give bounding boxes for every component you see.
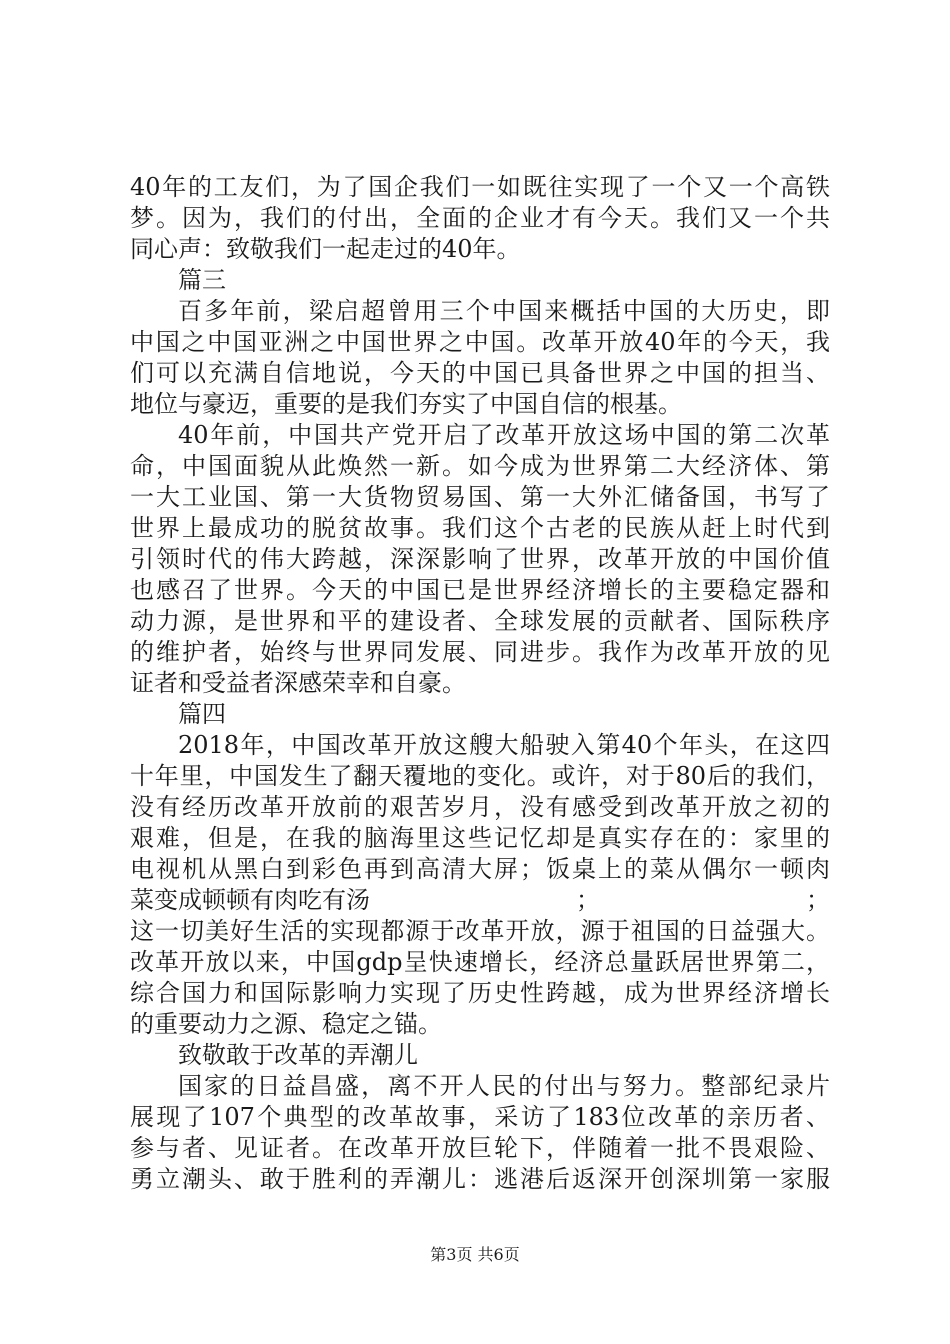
text-line: 这一切美好生活的实现都源于改革开放，源于祖国的日益强大。 [130, 917, 830, 945]
text-line: 改革开放以来，中国gdp呈快速增长，经济总量跃居世界第二， [130, 948, 830, 976]
document-page [130, 172, 830, 1195]
section-heading-3: 篇三 [178, 266, 226, 294]
text-line: 世界上最成功的脱贫故事。我们这个古老的民族从赶上时代到 [130, 514, 830, 542]
paragraph-2 [130, 296, 830, 420]
text-line-with-gaps [130, 885, 830, 916]
separator: ； [806, 886, 830, 914]
text-line: 地位与豪迈，重要的是我们夯实了中国自信的根基。 [130, 390, 682, 418]
page-number-footer: 第3页 共6页 [430, 1245, 520, 1264]
text-line: 40年的工友们，为了国企我们一如既往实现了一个又一个高铁 [130, 173, 830, 201]
paragraph-5 [130, 1071, 830, 1195]
text-line: 动力源，是世界和平的建设者、全球发展的贡献者、国际秩序 [130, 607, 830, 635]
text-line: 勇立潮头、敢于胜利的弄潮儿：逃港后返深开创深圳第一家服 [130, 1165, 830, 1193]
text-line: 一大工业国、第一大货物贸易国、第一大外汇储备国，书写了 [130, 483, 830, 511]
paragraph-3 [130, 420, 830, 699]
text-line: 们可以充满自信地说，今天的中国已具备世界之中国的担当、 [130, 359, 830, 387]
text-line: 参与者、见证者。在改革开放巨轮下，伴随着一批不畏艰险、 [130, 1134, 830, 1162]
text-line: 电视机从黑白到彩色再到高清大屏；饭桌上的菜从偶尔一顿肉 [130, 855, 830, 883]
section-heading-4: 篇四 [178, 700, 226, 728]
text-line: 命，中国面貌从此焕然一新。如今成为世界第二大经济体、第 [130, 452, 830, 480]
text-line: 证者和受益者深感荣幸和自豪。 [130, 669, 466, 697]
text-line: 的维护者，始终与世界同发展、同进步。我作为改革开放的见 [130, 638, 830, 666]
text-line: 2018年，中国改革开放这艘大船驶入第40个年头，在这四 [178, 731, 830, 759]
text-line: 也感召了世界。今天的中国已是世界经济增长的主要稳定器和 [130, 576, 830, 604]
paragraph-1 [130, 172, 830, 265]
text-fragment: 菜变成顿顿有肉吃有汤 [130, 886, 370, 914]
text-line: 40年前，中国共产党开启了改革开放这场中国的第二次革 [178, 421, 830, 449]
section-heading-5: 致敬敢于改革的弄潮儿 [178, 1041, 418, 1069]
text-line: 引领时代的伟大跨越，深深影响了世界，改革开放的中国价值 [130, 545, 830, 573]
text-line: 梦。因为，我们的付出，全面的企业才有今天。我们又一个共 [130, 204, 830, 232]
text-line: 综合国力和国际影响力实现了历史性跨越，成为世界经济增长 [130, 979, 830, 1007]
text-line: 国家的日益昌盛，离不开人民的付出与努力。整部纪录片 [178, 1072, 830, 1100]
text-line: 中国之中国亚洲之中国世界之中国。改革开放40年的今天，我 [130, 328, 830, 356]
text-line: 艰难，但是，在我的脑海里这些记忆却是真实存在的：家里的 [130, 824, 830, 852]
text-line: 百多年前，梁启超曾用三个中国来概括中国的大历史，即 [178, 297, 830, 325]
text-line: 没有经历改革开放前的艰苦岁月，没有感受到改革开放之初的 [130, 793, 830, 821]
separator: ； [576, 886, 600, 914]
paragraph-4 [130, 730, 830, 1040]
text-line: 同心声：致敬我们一起走过的40年。 [130, 235, 521, 263]
text-line: 展现了107个典型的改革故事，采访了183位改革的亲历者、 [130, 1103, 830, 1131]
text-line: 的重要动力之源、稳定之锚。 [130, 1010, 442, 1038]
text-line: 十年里，中国发生了翻天覆地的变化。或许，对于80后的我们， [130, 762, 830, 790]
